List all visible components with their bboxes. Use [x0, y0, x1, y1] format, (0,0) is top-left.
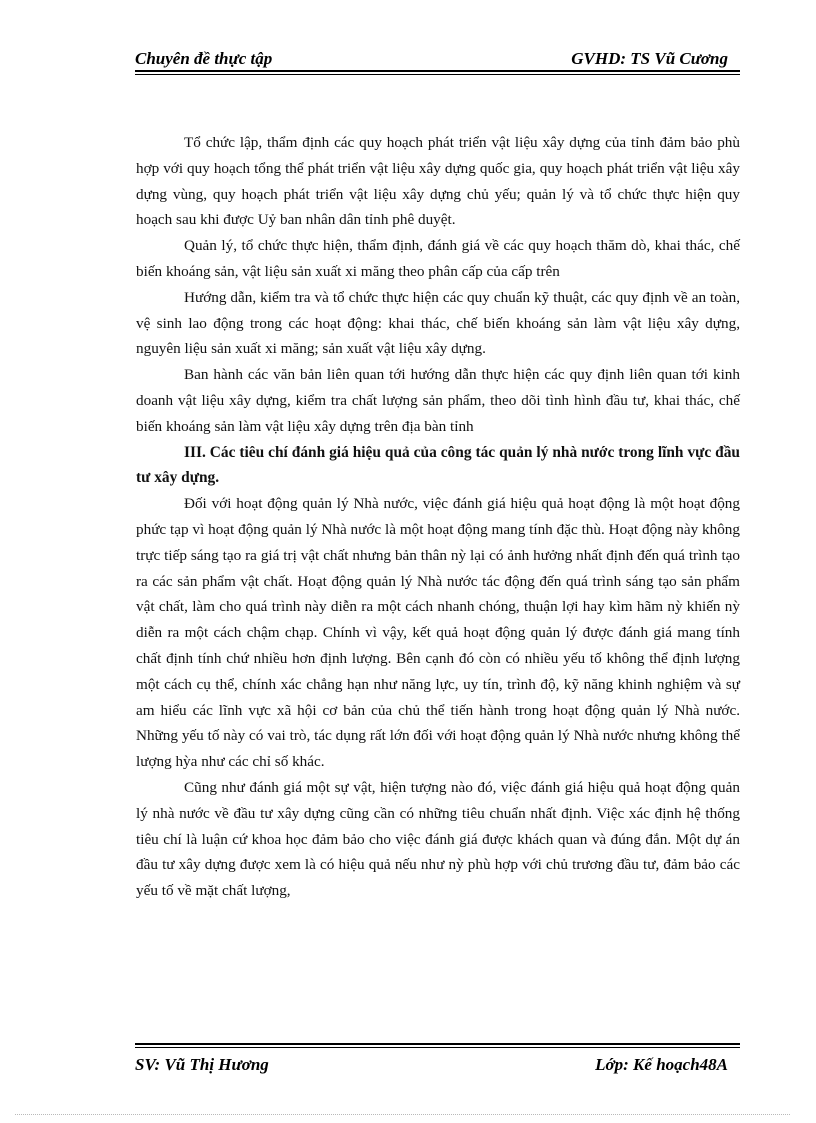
header-divider	[135, 70, 740, 75]
footer-student: SV: Vũ Thị Hương	[135, 1055, 269, 1074]
page-break-line	[15, 1114, 790, 1115]
paragraph: Cũng như đánh giá một sự vật, hiện tượng nào đó, việc đánh giá hiệu quả hoạt động quản lý nhà nước về đầu tư xây dựng cũng cần có những tiêu chuẩn nhất định. Việc xác định hệ thống tiêu chí là luận cứ khoa học đảm bảo cho việc đánh giá được khách quan và đúng đắn. Một dự án đầu tư xây dựng được xem là có hiệu quả nếu như nỳ phù hợp với chủ trương đầu tư, đảm bảo các yếu tố về mặt chất lượng,	[136, 778, 740, 900]
header-document-type: Chuyên đề thực tập	[135, 49, 273, 68]
page-footer	[135, 1052, 740, 1078]
document-body	[136, 130, 740, 904]
page-header	[135, 44, 740, 70]
paragraph: Ban hành các văn bản liên quan tới hướng dẫn thực hiện các quy định liên quan tới kinh doanh vật liệu xây dựng, kiểm tra chất lượng sản phẩm, theo dõi tình hình đầu tư, khai thác, chế biến khoáng sản làm vật liệu xây dựng trên địa bàn tỉnh	[136, 366, 740, 435]
paragraph: Đối với hoạt động quản lý Nhà nước, việc đánh giá hiệu quả hoạt động là một hoạt động phức tạp vì hoạt động quản lý Nhà nước là một hoạt động mang tính đặc thù. Hoạt động này không trực tiếp sáng tạo ra giá trị vật chất nhưng bản thân nỳ lại có ảnh hưởng nhất định đến quá trình tạo ra các sản phẩm vật chất. Hoạt động quản lý Nhà nước tác động đến quá trình sáng tạo sản phẩm vật chất, làm cho quá trình này diễn ra một cách nhanh chóng, thuận lợi hay kìm hãm nỳ khiến nỳ diễn ra một cách chậm chạp. Chính vì vậy, kết quả hoạt động quản lý được đánh giá mang tính chất định tính chứ nhiều hơn định lượng. Bên cạnh đó còn có nhiều yếu tố không thể định lượng một cách cụ thể, chính xác chẳng hạn như năng lực, uy tín, trình độ, kỹ năng khinh nghiệm và sự am hiểu các lĩnh vực xã hội cơ bản của chủ thể tiến hành trong hoạt động quản lý Nhà nước. Những yếu tố này có vai trò, tác dụng rất lớn đối với hoạt động quản lý Nhà nước nhưng không thể lượng hỳa như các chỉ số khác.	[136, 495, 740, 771]
section-heading: III. Các tiêu chí đánh giá hiệu quả của công tác quản lý nhà nước trong lĩnh vực đầu tư xây dựng.	[136, 443, 740, 487]
footer-class: Lớp: Kế hoạch48A	[595, 1055, 728, 1074]
footer-divider	[135, 1043, 740, 1048]
header-supervisor: GVHD: TS Vũ Cương	[571, 49, 728, 68]
paragraph: Tổ chức lập, thẩm định các quy hoạch phát triển vật liệu xây dựng của tỉnh đảm bảo phù hợp với quy hoạch tổng thể phát triển vật liệu xây dựng quốc gia, quy hoạch phát triển vật liệu xây dựng vùng, quy hoạch phát triển vật liệu xây dựng chủ yếu; quản lý và tổ chức thực hiện quy hoạch sau khi được Uỷ ban nhân dân tỉnh phê duyệt.	[136, 134, 740, 229]
paragraph: Hướng dẫn, kiểm tra và tổ chức thực hiện các quy chuẩn kỹ thuật, các quy định về an toàn, vệ sinh lao động trong các hoạt động: khai thác, chế biến khoáng sản làm vật liệu xây dựng, nguyên liệu sản xuất xi măng; sản xuất vật liệu xây dựng.	[136, 288, 740, 358]
paragraph: Quản lý, tổ chức thực hiện, thẩm định, đánh giá về các quy hoạch thăm dò, khai thác, chế biến khoáng sản, vật liệu sản xuất xi măng theo phân cấp của cấp trên	[136, 237, 740, 280]
